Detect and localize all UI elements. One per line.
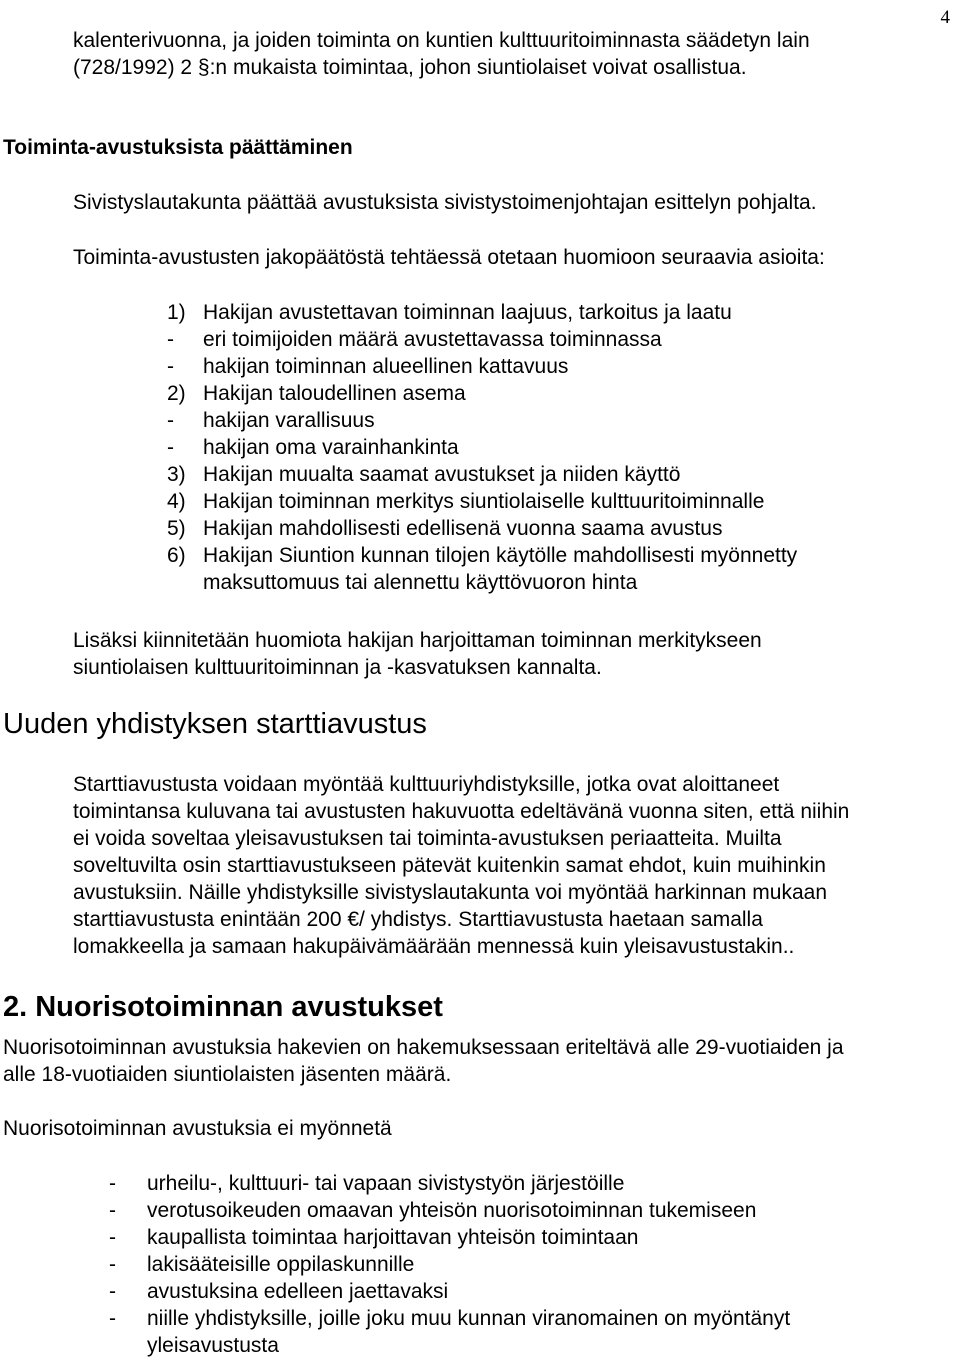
youth-heading: 2. Nuorisotoiminnan avustukset <box>3 991 443 1023</box>
not-granted-text: verotusoikeuden omaavan yhteisön nuorisotoiminnan tukemiseen <box>147 1199 757 1222</box>
youth-paragraph <box>3 1034 844 1088</box>
not-granted-item <box>109 1224 790 1251</box>
criteria-number: 4) <box>167 490 186 513</box>
not-granted-text: lakisääteisille oppilaskunnille <box>147 1253 415 1276</box>
startup-line: soveltuvilta osin starttiavustukseen pätevät kuitenkin samat ehdot, kuin muihinkin <box>73 854 826 877</box>
dash-marker: - <box>109 1199 116 1222</box>
dash-marker: - <box>167 436 174 459</box>
not-granted-intro: Nuorisotoiminnan avustuksia ei myönnetä <box>3 1117 392 1140</box>
criteria-subitem <box>167 326 797 353</box>
not-granted-item <box>109 1251 790 1278</box>
criteria-item <box>167 299 797 326</box>
criteria-intro: Toiminta-avustusten jakopäätöstä tehtäessä otetaan huomioon seuraavia asioita: <box>73 246 825 269</box>
intro-paragraph <box>73 27 810 81</box>
not-granted-list <box>109 1170 790 1359</box>
not-granted-text: yleisavustusta <box>147 1334 279 1357</box>
startup-heading: Uuden yhdistyksen starttiavustus <box>3 708 427 740</box>
criteria-text: maksuttomuus tai alennettu käyttövuoron hinta <box>203 571 638 594</box>
criteria-item <box>167 515 797 542</box>
criteria-subtext: hakijan oma varainhankinta <box>203 436 459 459</box>
startup-line: avustuksiin. Näille yhdistyksille sivistyslautakunta voi myöntää harkinnan mukaan <box>73 881 828 904</box>
dash-marker: - <box>109 1280 116 1303</box>
dash-marker: - <box>109 1307 116 1330</box>
criteria-subitem <box>167 434 797 461</box>
youth-line: Nuorisotoiminnan avustuksia hakevien on hakemuksessaan eriteltävä alle 29-vuotiaiden ja <box>3 1036 844 1059</box>
criteria-item <box>167 380 797 407</box>
criteria-number: 5) <box>167 517 186 540</box>
decision-paragraph: Sivistyslautakunta päättää avustuksista sivistystoimenjohtajan esittelyn pohjalta. <box>73 191 817 214</box>
dash-marker: - <box>109 1172 116 1195</box>
criteria-text: Hakijan toiminnan merkitys siuntiolaiselle kulttuuritoiminnalle <box>203 490 765 513</box>
not-granted-text: niille yhdistyksille, joille joku muu kunnan viranomainen on myöntänyt <box>147 1307 791 1330</box>
additional-paragraph <box>73 627 762 681</box>
youth-line: alle 18-vuotiaiden siuntiolaisten jäsenten määrä. <box>3 1063 452 1086</box>
dash-marker: - <box>167 355 174 378</box>
dash-marker: - <box>167 409 174 432</box>
not-granted-continuation <box>109 1332 790 1359</box>
criteria-subitem <box>167 353 797 380</box>
criteria-item <box>167 488 797 515</box>
criteria-subtext: eri toimijoiden määrä avustettavassa toiminnassa <box>203 328 662 351</box>
startup-line: Starttiavustusta voidaan myöntää kulttuuriyhdistyksille, jotka ovat aloittaneet <box>73 773 780 796</box>
startup-line: lomakkeella ja samaan hakupäivämäärään mennessä kuin yleisavustustakin.. <box>73 935 795 958</box>
dash-marker: - <box>109 1226 116 1249</box>
startup-line: ei voida soveltaa yleisavustuksen tai toiminta-avustuksen periaatteita. Muilta <box>73 827 782 850</box>
additional-line: siuntiolaisen kulttuuritoiminnan ja -kasvatuksen kannalta. <box>73 656 602 679</box>
intro-line: kalenterivuonna, ja joiden toiminta on kuntien kulttuuritoiminnasta säädetyn lain <box>73 29 810 52</box>
intro-line: (728/1992) 2 §:n mukaista toimintaa, johon siuntiolaiset voivat osallistua. <box>73 56 747 79</box>
dash-marker: - <box>167 328 174 351</box>
criteria-item <box>167 542 797 569</box>
criteria-number: 6) <box>167 544 186 567</box>
not-granted-text: avustuksina edelleen jaettavaksi <box>147 1280 449 1303</box>
startup-line: starttiavustusta enintään 200 €/ yhdistys. Starttiavustusta haetaan samalla <box>73 908 763 931</box>
additional-line: Lisäksi kiinnitetään huomiota hakijan harjoittaman toiminnan merkitykseen <box>73 629 762 652</box>
criteria-text: Hakijan Siuntion kunnan tilojen käytölle mahdollisesti myönnetty <box>203 544 798 567</box>
criteria-text: Hakijan mahdollisesti edellisenä vuonna saama avustus <box>203 517 723 540</box>
not-granted-item <box>109 1305 790 1332</box>
criteria-subtext: hakijan toiminnan alueellinen kattavuus <box>203 355 569 378</box>
not-granted-item <box>109 1278 790 1305</box>
not-granted-item <box>109 1170 790 1197</box>
criteria-number: 1) <box>167 301 186 324</box>
dash-marker: - <box>109 1253 116 1276</box>
criteria-subtext: hakijan varallisuus <box>203 409 375 432</box>
criteria-text: Hakijan taloudellinen asema <box>203 382 466 405</box>
criteria-text: Hakijan muualta saamat avustukset ja niiden käyttö <box>203 463 681 486</box>
not-granted-text: urheilu-, kulttuuri- tai vapaan sivistystyön järjestöille <box>147 1172 625 1195</box>
criteria-subitem <box>167 407 797 434</box>
startup-line: toimintansa kuluvana tai avustusten hakuvuotta edeltävänä vuonna siten, että niihin <box>73 800 850 823</box>
criteria-item <box>167 461 797 488</box>
startup-paragraph <box>73 771 849 960</box>
not-granted-item <box>109 1197 790 1224</box>
criteria-list <box>167 299 797 596</box>
criteria-text: Hakijan avustettavan toiminnan laajuus, tarkoitus ja laatu <box>203 301 732 324</box>
criteria-continuation <box>167 569 797 596</box>
criteria-number: 2) <box>167 382 186 405</box>
not-granted-text: kaupallista toimintaa harjoittavan yhteisön toimintaan <box>147 1226 639 1249</box>
decision-heading: Toiminta-avustuksista päättäminen <box>3 136 353 159</box>
page-number: 4 <box>940 7 950 28</box>
criteria-number: 3) <box>167 463 186 486</box>
